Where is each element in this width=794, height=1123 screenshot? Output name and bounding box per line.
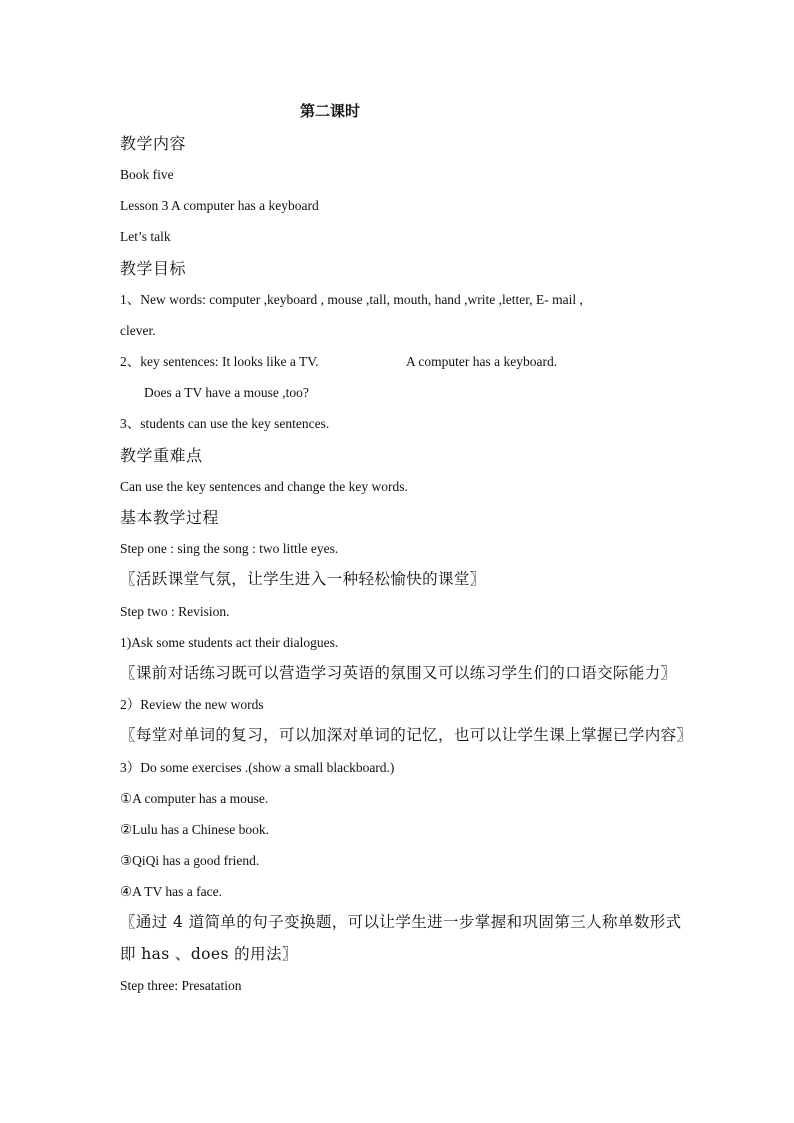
step-three: Step three: Presatation [120,978,242,993]
process-heading: 基本教学过程 [120,508,220,527]
section-line: Let’s talk [120,229,171,244]
step-two-item-1: 1)Ask some students act their dialogues. [120,635,339,650]
step-two-item-2: 2）Review the new words [120,697,264,712]
step-two: Step two : Revision. [120,604,230,619]
exercise-1: ①A computer has a mouse. [120,791,269,806]
exercise-note-line-1: 〖通过 4 道简单的句子变换题，可以让学生进一步掌握和巩固第三人称单数形式 [120,913,682,931]
exercise-note-line-2: 即 has 、does 的用法〗 [120,945,298,963]
exercise-4: ④A TV has a face. [120,884,222,899]
step-one-note: 〖活跃课堂气氛，让学生进入一种轻松愉快的课堂〗 [120,570,486,588]
step-one: Step one : sing the song : two little eyes. [120,541,339,556]
objective-2-left: 2、key sentences: It looks like a TV. [120,354,319,369]
exercise-3: ③QiQi has a good friend. [120,853,260,868]
step-two-item-2-note: 〖每堂对单词的复习，可以加深对单词的记忆，也可以让学生课上掌握已学内容〗 [120,726,693,744]
content-heading: 教学内容 [120,134,187,153]
objectives-heading: 教学目标 [120,259,187,278]
exercise-2: ②Lulu has a Chinese book. [120,822,269,837]
lesson-line: Lesson 3 A computer has a keyboard [120,198,319,213]
step-two-item-1-note: 〖课前对话练习既可以营造学习英语的氛围又可以练习学生们的口语交际能力〗 [120,664,677,682]
difficulties-text: Can use the key sentences and change the key words. [120,479,408,494]
objective-2-right: A computer has a keyboard. [406,354,558,369]
book-line: Book five [120,167,174,182]
difficulties-heading: 教学重难点 [120,446,203,465]
objective-1-line-1: 1、New words: computer ,keyboard , mouse ,tall, mouth, hand ,write ,letter, E- mail , [120,292,583,307]
objective-3: 3、students can use the key sentences. [120,416,330,431]
page-title: 第二课时 [300,102,361,120]
objective-1-line-2: clever. [120,323,156,338]
objective-2-line-2: Does a TV have a mouse ,too? [144,385,309,400]
step-two-item-3: 3）Do some exercises .(show a small blackboard.) [120,760,395,775]
